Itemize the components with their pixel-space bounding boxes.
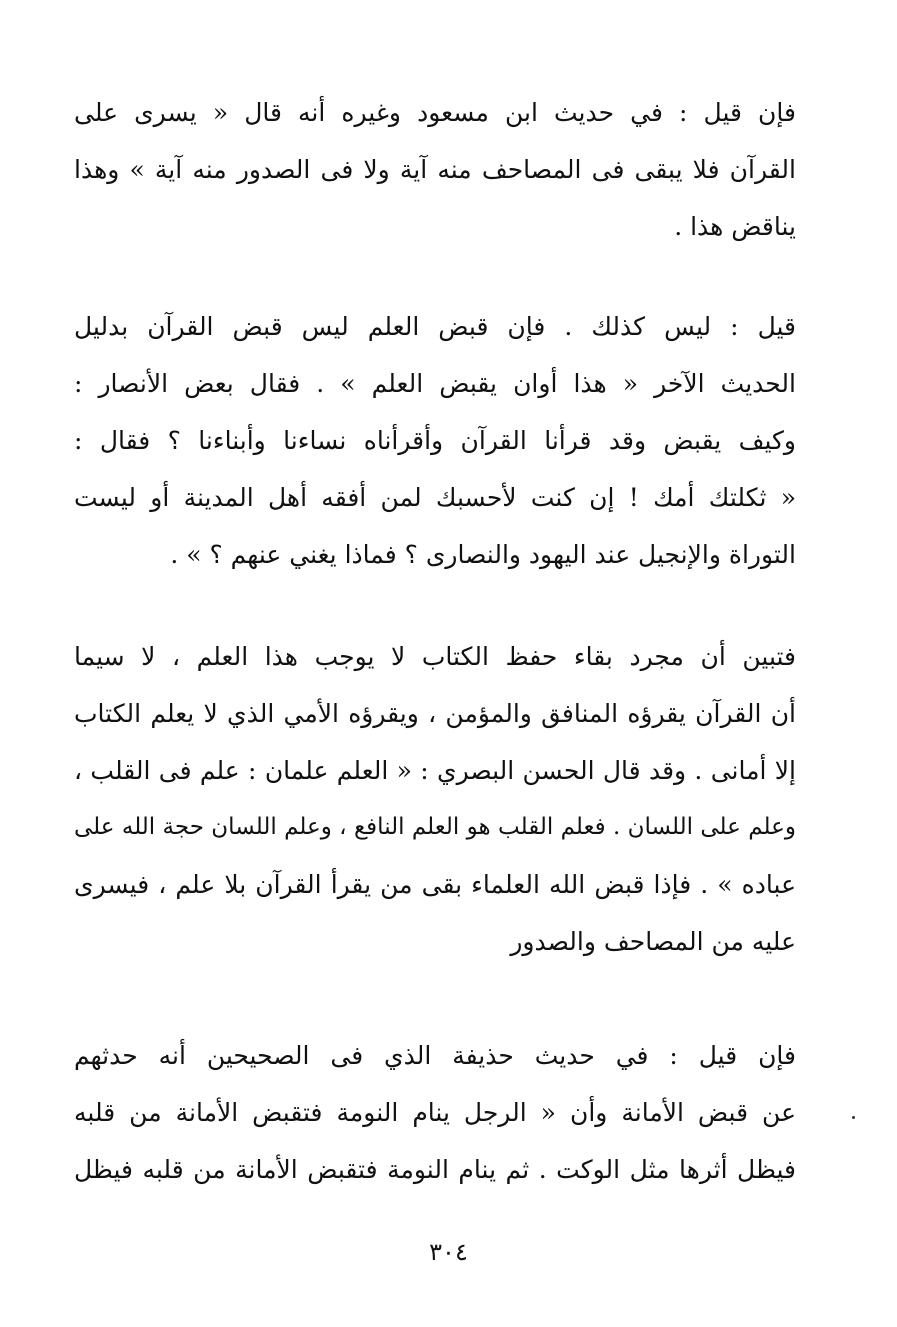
text-line: فيظل أثرها مثل الوكت . ثم ينام النومة فتقبض الأمانة من قلبه فيظل (74, 1155, 796, 1184)
text-line: إلا أمانى . وقد قال الحسن البصري : « العلم علمان : علم فى القلب ، (74, 756, 796, 785)
text-line: عليه من المصاحف والصدور (510, 927, 796, 956)
text-line: فتبين أن مجرد بقاء حفظ الكتاب لا يوجب هذا العلم ، لا سيما (74, 642, 796, 671)
paragraph-4 (74, 1027, 796, 1198)
paragraph-2 (74, 298, 796, 583)
text-line: القرآن فلا يبقى فى المصاحف منه آية ولا فى الصدور منه آية » وهذا (74, 155, 796, 184)
text-line: « ثكلتك أمك ! إن كنت لأحسبك لمن أفقه أهل المدينة أو ليست (74, 483, 796, 512)
text-line: وعلم على اللسان . فعلم القلب هو العلم النافع ، وعلم اللسان حجة الله على (74, 814, 796, 840)
text-line: التوراة والإنجيل عند اليهود والنصارى ؟ فماذا يغني عنهم ؟ » . (170, 540, 796, 569)
page-number: ٣٠٤ (429, 1238, 468, 1266)
text-line: وكيف يقبض وقد قرأنا القرآن وأقرأناه نساءنا وأبناءنا ؟ فقال : (74, 426, 796, 455)
text-line: فإن قيل : في حديث ابن مسعود وغيره أنه قال « يسرى على (74, 98, 796, 127)
text-line: قيل : ليس كذلك . فإن قبض العلم ليس قبض القرآن بدليل (74, 312, 796, 341)
scan-speck (852, 1116, 855, 1119)
text-line: أن القرآن يقرؤه المنافق والمؤمن ، ويقرؤه الأمي الذي لا يعلم الكتاب (74, 699, 796, 728)
text-line: الحديث الآخر « هذا أوان يقبض العلم » . فقال بعض الأنصار : (74, 369, 796, 398)
text-line: فإن قيل : في حديث حذيفة الذي فى الصحيحين أنه حدثهم (74, 1041, 796, 1070)
text-line: يناقض هذا . (674, 212, 796, 241)
paragraph-3 (74, 628, 796, 970)
paragraph-1 (74, 84, 796, 255)
text-line: عن قبض الأمانة وأن « الرجل ينام النومة فتقبض الأمانة من قلبه (74, 1098, 796, 1127)
text-line: عباده » . فإذا قبض الله العلماء بقى من يقرأ القرآن بلا علم ، فيسرى (74, 870, 796, 899)
